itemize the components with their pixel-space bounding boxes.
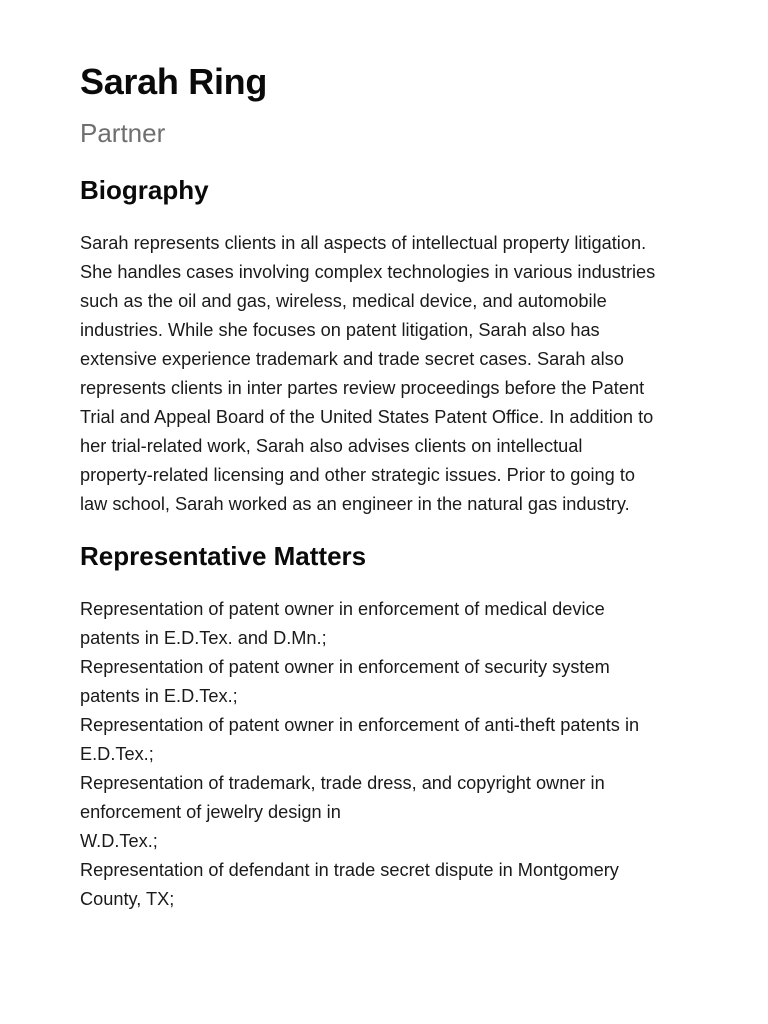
biography-line: Sarah represents clients in all aspects of intellectual property litigation. [80,233,647,253]
attorney-title: Partner [80,118,166,148]
matter-line: enforcement of jewelry design in [80,802,341,822]
biography-line: law school, Sarah worked as an engineer in the natural gas industry. [80,494,630,514]
matter-line: W.D.Tex.; [80,831,158,851]
matter-line: patents in E.D.Tex.; [80,686,238,706]
matter-line: Representation of defendant in trade secret dispute in Montgomery [80,860,619,880]
matter-line: County, TX; [80,889,175,909]
matter-line: Representation of trademark, trade dress, and copyright owner in [80,773,605,793]
biography-line: such as the oil and gas, wireless, medical device, and automobile [80,291,607,311]
matter-line: Representation of patent owner in enforcement of security system [80,657,610,677]
matter-line: patents in E.D.Tex. and D.Mn.; [80,628,327,648]
biography-line: represents clients in inter partes review proceedings before the Patent [80,378,645,398]
biography-heading: Biography [80,175,209,205]
biography-text [80,229,692,519]
biography-line: her trial-related work, Sarah also advises clients on intellectual [80,436,583,456]
matter-line: Representation of patent owner in enforcement of anti-theft patents in [80,715,640,735]
biography-line: extensive experience trademark and trade secret cases. Sarah also [80,349,624,369]
matter-line: E.D.Tex.; [80,744,154,764]
attorney-name: Sarah Ring [80,61,268,102]
biography-line: property-related licensing and other strategic issues. Prior to going to [80,465,636,485]
representative-matters-heading: Representative Matters [80,541,367,571]
representative-matters-list [80,595,680,914]
matter-line: Representation of patent owner in enforcement of medical device [80,599,605,619]
biography-line: Trial and Appeal Board of the United States Patent Office. In addition to [80,407,654,427]
biography-line: She handles cases involving complex technologies in various industries [80,262,656,282]
biography-line: industries. While she focuses on patent litigation, Sarah also has [80,320,600,340]
